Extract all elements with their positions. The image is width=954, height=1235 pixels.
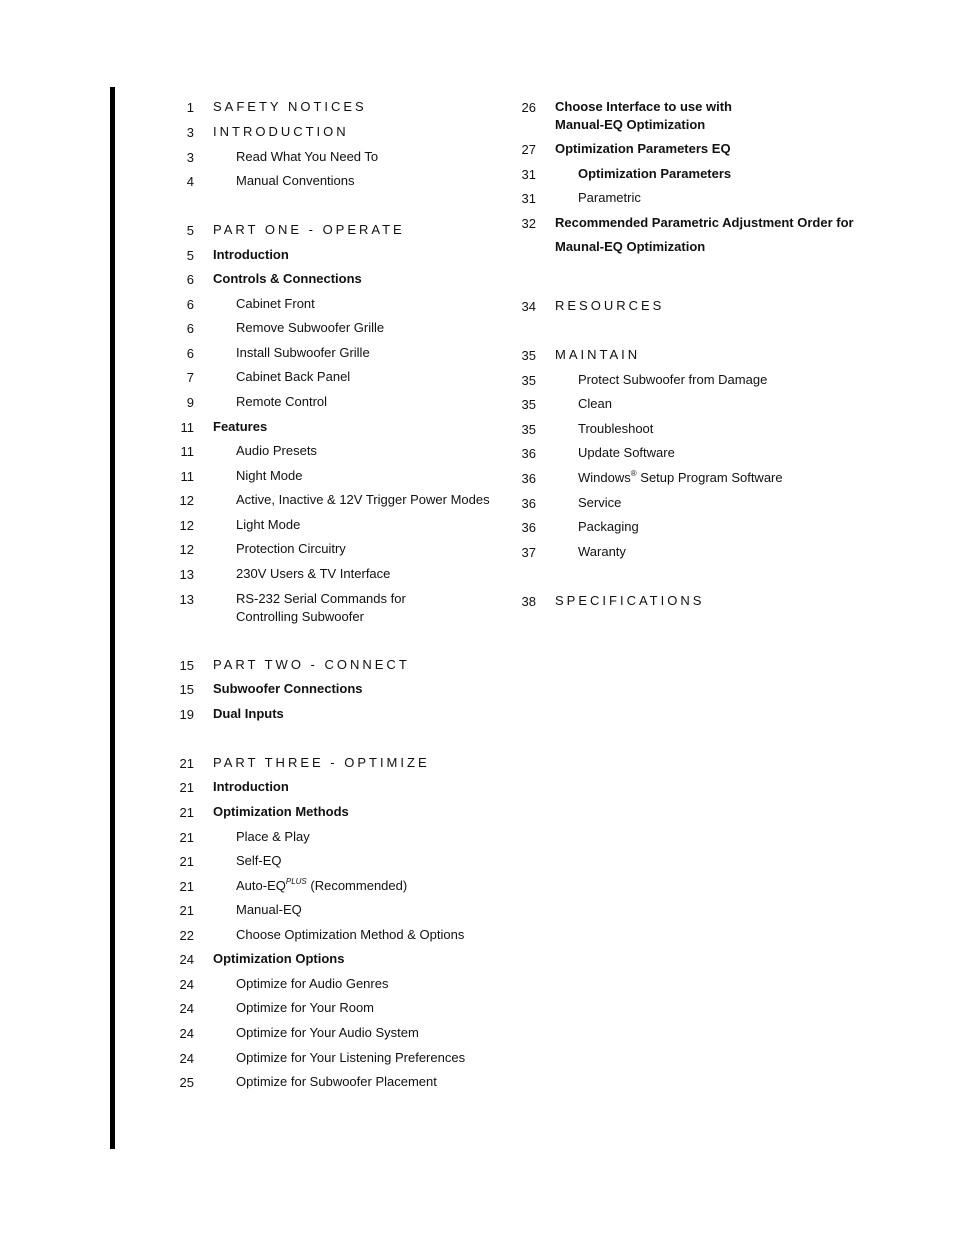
entry-title-text: RESOURCES bbox=[555, 298, 665, 313]
entry-title-text: Audio Presets bbox=[236, 443, 317, 458]
page-number: 6 bbox=[186, 346, 194, 361]
page-number: 32 bbox=[521, 216, 536, 231]
page-number: 24 bbox=[179, 1026, 194, 1041]
entry-title-line2: Controlling Subwoofer bbox=[236, 609, 364, 624]
entry-title bbox=[236, 344, 370, 362]
entry-title bbox=[578, 395, 612, 413]
entry-title-text: Windows bbox=[578, 470, 631, 485]
entry-title bbox=[236, 540, 346, 558]
entry-title bbox=[555, 297, 664, 315]
page-number: 6 bbox=[186, 321, 194, 336]
page-number: 7 bbox=[186, 370, 194, 385]
entry-title-text: Protect Subwoofer from Damage bbox=[578, 372, 768, 387]
entry-title-text: Night Mode bbox=[236, 468, 303, 483]
entry-title-text: Waranty bbox=[578, 544, 626, 559]
entry-title bbox=[578, 518, 639, 536]
entry-title bbox=[213, 270, 362, 288]
page-number: 24 bbox=[179, 977, 194, 992]
entry-title-text: SAFETY NOTICES bbox=[213, 99, 367, 114]
page-number: 27 bbox=[521, 142, 536, 157]
entry-title bbox=[236, 975, 388, 993]
entry-title-text: Features bbox=[213, 419, 268, 434]
entry-title bbox=[236, 442, 317, 460]
entry-title-text: Optimize for Subwoofer Placement bbox=[236, 1074, 437, 1089]
entry-title bbox=[578, 420, 653, 438]
page-number: 19 bbox=[179, 707, 194, 722]
entry-title-text: Cabinet Front bbox=[236, 296, 315, 311]
entry-title bbox=[236, 590, 406, 626]
entry-title bbox=[213, 418, 267, 436]
page-number: 35 bbox=[521, 373, 536, 388]
entry-title bbox=[578, 469, 783, 487]
page-number: 36 bbox=[521, 446, 536, 461]
page-number: 24 bbox=[179, 1051, 194, 1066]
entry-title bbox=[236, 901, 302, 919]
entry-title-text: Parametric bbox=[578, 190, 641, 205]
entry-title bbox=[213, 705, 284, 723]
entry-title-text: Auto-EQ bbox=[236, 878, 286, 893]
entry-title-text: Manual Conventions bbox=[236, 173, 355, 188]
entry-title bbox=[236, 393, 327, 411]
page-number: 21 bbox=[179, 854, 194, 869]
entry-title-text: Optimization Options bbox=[213, 951, 345, 966]
page-number: 15 bbox=[179, 682, 194, 697]
page-number: 21 bbox=[179, 903, 194, 918]
entry-title-text: PART TWO - CONNECT bbox=[213, 657, 410, 672]
entry-title-text: PART ONE - OPERATE bbox=[213, 222, 405, 237]
entry-title-text: Maunal-EQ Optimization bbox=[555, 239, 706, 254]
entry-title bbox=[236, 172, 355, 190]
entry-title-text: Read What You Need To bbox=[236, 149, 379, 164]
entry-title-text: Service bbox=[578, 495, 622, 510]
page-number: 31 bbox=[521, 191, 536, 206]
entry-title bbox=[578, 189, 641, 207]
entry-title bbox=[236, 368, 350, 386]
entry-title-text: Self-EQ bbox=[236, 853, 282, 868]
entry-title bbox=[555, 98, 732, 134]
entry-title-text: Introduction bbox=[213, 779, 289, 794]
entry-title-text: Optimize for Your Listening Preferences bbox=[236, 1050, 466, 1065]
entry-title-text: Optimize for Audio Genres bbox=[236, 976, 389, 991]
entry-title bbox=[578, 165, 731, 183]
entry-title bbox=[555, 140, 731, 158]
page-number: 35 bbox=[521, 397, 536, 412]
page-number: 21 bbox=[179, 830, 194, 845]
entry-title bbox=[236, 1024, 419, 1042]
page-number: 12 bbox=[179, 518, 194, 533]
entry-title-text: Remove Subwoofer Grille bbox=[236, 320, 385, 335]
entry-title-text: Recommended Parametric Adjustment Order for bbox=[555, 215, 854, 230]
page-number: 5 bbox=[186, 248, 194, 263]
entry-title bbox=[213, 754, 430, 772]
page-number: 37 bbox=[521, 545, 536, 560]
entry-title-text: Update Software bbox=[578, 445, 675, 460]
entry-title bbox=[578, 444, 675, 462]
entry-title bbox=[236, 565, 390, 583]
entry-title-text: RS-232 Serial Commands for bbox=[236, 591, 406, 606]
entry-title-line2: Manual-EQ Optimization bbox=[555, 117, 706, 132]
entry-title bbox=[236, 926, 464, 944]
entry-title-text: Light Mode bbox=[236, 517, 301, 532]
page-number: 24 bbox=[179, 1001, 194, 1016]
entry-title bbox=[213, 123, 349, 141]
entry-title bbox=[213, 221, 405, 239]
entry-title-text: Remote Control bbox=[236, 394, 328, 409]
page-number: 15 bbox=[179, 658, 194, 673]
entry-title bbox=[236, 999, 374, 1017]
entry-title bbox=[213, 246, 289, 264]
sidebar-rule bbox=[110, 87, 115, 1149]
superscript: PLUS bbox=[285, 877, 307, 886]
entry-title-text: PART THREE - OPTIMIZE bbox=[213, 755, 430, 770]
page-number: 5 bbox=[186, 223, 194, 238]
entry-title bbox=[236, 877, 407, 895]
entry-title bbox=[213, 950, 344, 968]
page-number: 25 bbox=[179, 1075, 194, 1090]
page-number: 31 bbox=[521, 167, 536, 182]
page-number: 36 bbox=[521, 520, 536, 535]
entry-title-text: Subwoofer Connections bbox=[213, 681, 363, 696]
entry-title bbox=[555, 238, 705, 256]
page-number: 38 bbox=[521, 594, 536, 609]
page-number: 21 bbox=[179, 780, 194, 795]
page-number: 6 bbox=[186, 297, 194, 312]
entry-title bbox=[236, 828, 310, 846]
entry-title bbox=[213, 778, 289, 796]
entry-title-text: INTRODUCTION bbox=[213, 124, 349, 139]
entry-title bbox=[236, 516, 300, 534]
entry-title bbox=[236, 467, 302, 485]
page-number: 6 bbox=[186, 272, 194, 287]
entry-title-suffix: Setup Program Software bbox=[636, 470, 783, 485]
entry-title bbox=[236, 491, 490, 509]
entry-title-text: 230V Users & TV Interface bbox=[236, 566, 391, 581]
page-number: 12 bbox=[179, 493, 194, 508]
entry-title bbox=[236, 148, 378, 166]
entry-title bbox=[236, 1049, 465, 1067]
page-number: 36 bbox=[521, 471, 536, 486]
entry-title-text: MAINTAIN bbox=[555, 347, 641, 362]
page-number: 21 bbox=[179, 879, 194, 894]
entry-title bbox=[555, 346, 640, 364]
entry-title bbox=[236, 852, 282, 870]
entry-title bbox=[555, 592, 704, 610]
entry-title-text: Cabinet Back Panel bbox=[236, 369, 351, 384]
entry-title-text: Optimization Methods bbox=[213, 804, 349, 819]
entry-title-text: Manual-EQ bbox=[236, 902, 302, 917]
entry-title-text: Optimize for Your Audio System bbox=[236, 1025, 419, 1040]
entry-title-text: Packaging bbox=[578, 519, 639, 534]
entry-title bbox=[213, 98, 367, 116]
entry-title bbox=[236, 295, 315, 313]
entry-title bbox=[578, 371, 767, 389]
entry-title bbox=[236, 319, 384, 337]
page-number: 9 bbox=[186, 395, 194, 410]
entry-title-text: Choose Optimization Method & Options bbox=[236, 927, 465, 942]
entry-title-text: Dual Inputs bbox=[213, 706, 284, 721]
page-number: 11 bbox=[180, 444, 194, 459]
superscript: ® bbox=[630, 469, 637, 478]
entry-title-text: Optimize for Your Room bbox=[236, 1000, 375, 1015]
page-number: 13 bbox=[179, 567, 194, 582]
page-number: 24 bbox=[179, 952, 194, 967]
page-number: 21 bbox=[179, 805, 194, 820]
entry-title bbox=[578, 494, 621, 512]
page-number: 21 bbox=[179, 756, 194, 771]
page-number: 35 bbox=[521, 348, 536, 363]
page-number: 26 bbox=[521, 100, 536, 115]
entry-title-text: Introduction bbox=[213, 247, 289, 262]
page-number: 22 bbox=[179, 928, 194, 943]
page-number: 3 bbox=[186, 125, 194, 140]
entry-title bbox=[555, 214, 854, 232]
entry-title-text: SPECIFICATIONS bbox=[555, 593, 705, 608]
page-number: 36 bbox=[521, 496, 536, 511]
entry-title-text: Troubleshoot bbox=[578, 421, 654, 436]
entry-title-text: Controls & Connections bbox=[213, 271, 362, 286]
entry-title-text: Protection Circuitry bbox=[236, 541, 346, 556]
entry-title-text: Optimization Parameters bbox=[578, 166, 732, 181]
page-number: 12 bbox=[179, 542, 194, 557]
entry-title-text: Clean bbox=[578, 396, 612, 411]
page-number: 11 bbox=[180, 469, 194, 484]
entry-title bbox=[236, 1073, 437, 1091]
page-number: 4 bbox=[186, 174, 194, 189]
entry-title-text: Place & Play bbox=[236, 829, 310, 844]
entry-title bbox=[578, 543, 626, 561]
entry-title-suffix: (Recommended) bbox=[306, 878, 408, 893]
entry-title bbox=[213, 803, 349, 821]
page-number: 1 bbox=[186, 100, 194, 115]
entry-title bbox=[213, 656, 410, 674]
page-number: 11 bbox=[180, 420, 194, 435]
entry-title bbox=[213, 680, 363, 698]
entry-title-text: Optimization Parameters EQ bbox=[555, 141, 731, 156]
page-number: 13 bbox=[179, 592, 194, 607]
page-number: 35 bbox=[521, 422, 536, 437]
page-number: 34 bbox=[521, 299, 536, 314]
entry-title-text: Active, Inactive & 12V Trigger Power Modes bbox=[236, 492, 490, 507]
entry-title-text: Choose Interface to use with bbox=[555, 99, 732, 114]
page-number: 3 bbox=[186, 150, 194, 165]
entry-title-text: Install Subwoofer Grille bbox=[236, 345, 370, 360]
